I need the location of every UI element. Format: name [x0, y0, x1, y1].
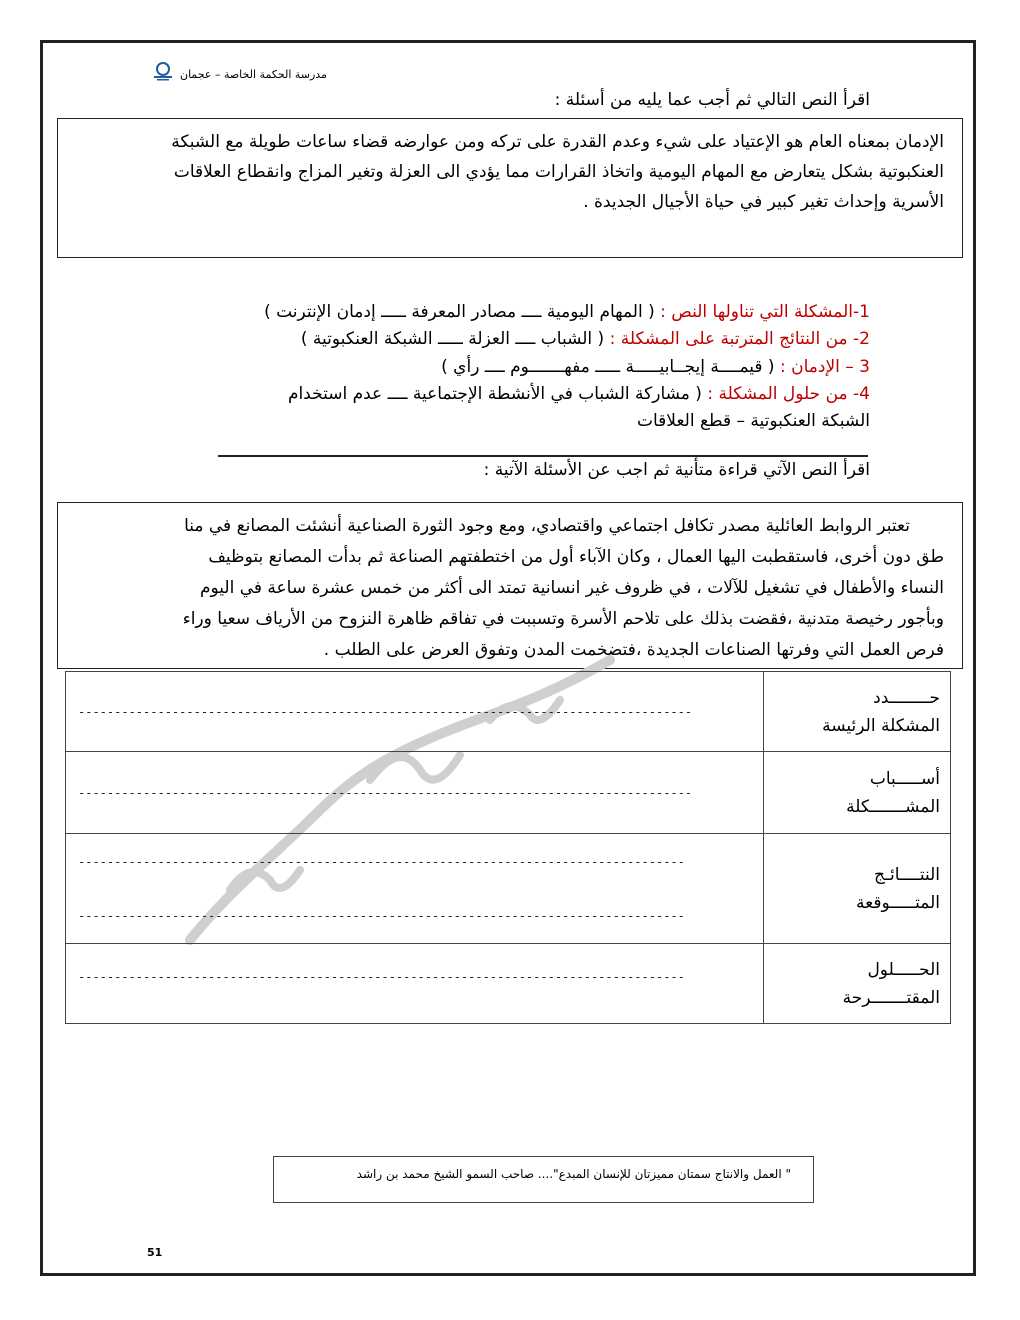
- section2-instruction: اقرأ النص الآتي قراءة متأنية ثم اجب عن الأسئلة الآتية :: [483, 460, 870, 480]
- question-2: [301, 326, 870, 352]
- label-line: النتــــائـج: [874, 864, 940, 885]
- table-row: [66, 752, 951, 834]
- row-label: [764, 944, 951, 1024]
- label-line: الحـــــلول: [867, 959, 940, 980]
- table-row: [66, 834, 951, 944]
- passage2-box: [57, 502, 963, 669]
- label-line: المشكلة الرئيسة: [822, 715, 940, 736]
- passage2-line: فرص العمل التي وفرتها الصناعات الجديدة ،فتضخمت المدن وتفوق العرض على الطلب .: [323, 640, 944, 660]
- table-row: [66, 672, 951, 752]
- question-3: [441, 354, 870, 380]
- question-label: 4- من حلول المشكلة :: [707, 384, 870, 404]
- answer-cell[interactable]: [66, 834, 764, 944]
- passage1-line: الإدمان بمعناه العام هو الإعتياد على شيء وعدم القدرة على تركه ومن عوارضه قضاء ساعات طويلة مع الشبكة: [171, 132, 944, 152]
- passage2-line: النساء والأطفال في تشغيل للآلات ، في ظروف غير انسانية تمتد الى أكثر من خمس عشرة ساعة في اليوم: [199, 578, 944, 598]
- question-label: 3 – الإدمان :: [779, 357, 870, 377]
- answer-line: ------------------------------------------------------------------------------------: [78, 854, 685, 869]
- page-number: 51: [147, 1246, 163, 1259]
- question-options: ( الشباب ــــ العزلة ـــــ الشبكة العنكبوتية ): [300, 329, 610, 349]
- question-4: [288, 381, 870, 407]
- school-name: مدرسة الحكمة الخاصة – عجمان: [180, 68, 327, 81]
- row-label: [764, 752, 951, 834]
- quote-box: " العمل والانتاج سمتان مميزتان للإنسان المبدع".... صاحب السمو الشيخ محمد بن راشد: [273, 1156, 814, 1203]
- question-4-continuation: الشبكة العنكبوتية – قطع العلاقات: [636, 411, 870, 431]
- row-label: [764, 672, 951, 752]
- passage2-line: طق دون أخرى، فاستقطبت اليها العمال ، وكان الآباء أول من اختطفتهم الصناعة ثم بدأت المصانع بتوظيف: [208, 547, 944, 567]
- label-line: المتـــــوقعة: [856, 892, 940, 913]
- passage1-box: [57, 118, 963, 258]
- school-logo-icon: [150, 60, 176, 82]
- answer-cell[interactable]: [66, 752, 764, 834]
- label-line: المشـــــــكلة: [846, 796, 940, 817]
- question-options: ( قيمــــة إيجــابيـــــة ـــــ مفهـــــــوم ــــ رأي ): [441, 357, 780, 377]
- question-label: 2- من النتائج المترتبة على المشكلة :: [609, 329, 870, 349]
- label-line: المقتـــــــرحة: [842, 987, 940, 1008]
- passage1-line: العنكبوتية بشكل يتعارض مع المهام اليومية واتخاذ القرارات مما يؤدي الى العزلة وتغير المزاج وانقطاع العلاقات: [173, 162, 944, 182]
- row-label: [764, 834, 951, 944]
- passage2-line: وبأجور رخيصة متدنية ،فقضت بذلك على تلاحم الأسرة وتسببت في تفاقم ظاهرة النزوح من الأرياف سعيا وراء: [182, 609, 944, 629]
- answer-line: ------------------------------------------------------------------------------------: [78, 969, 685, 984]
- answer-line: -------------------------------------------------------------------------------------: [78, 785, 693, 800]
- answer-line: ------------------------------------------------------------------------------------: [78, 908, 685, 923]
- section-divider: [218, 455, 868, 457]
- answer-cell[interactable]: [66, 944, 764, 1024]
- section1-instruction: اقرأ النص التالي ثم أجب عما يليه من أسئلة :: [554, 90, 870, 110]
- label-line: حــــــــدد: [873, 687, 940, 708]
- question-options: ( المهام اليومية ــــ مصادر المعرفة ـــــ إدمان الإنترنت ): [264, 302, 661, 322]
- answer-table: [65, 671, 951, 1024]
- answer-cell[interactable]: [66, 672, 764, 752]
- question-options: ( مشاركة الشباب في الأنشطة الإجتماعية ــــ عدم استخدام: [287, 384, 708, 404]
- question-1: [264, 299, 870, 325]
- answer-line: -------------------------------------------------------------------------------------: [78, 704, 693, 719]
- table-row: [66, 944, 951, 1024]
- label-line: أســـــباب: [869, 768, 940, 789]
- passage2-line: تعتبر الروابط العائلية مصدر تكافل اجتماعي واقتصادي، ومع وجود الثورة الصناعية أنشئت المصانع في منا: [184, 516, 910, 536]
- question-label: 1-المشكلة التي تناولها النص :: [660, 302, 870, 322]
- passage1-line: الأسرية وإحداث تغير كبير في حياة الأجيال الجديدة .: [583, 192, 944, 212]
